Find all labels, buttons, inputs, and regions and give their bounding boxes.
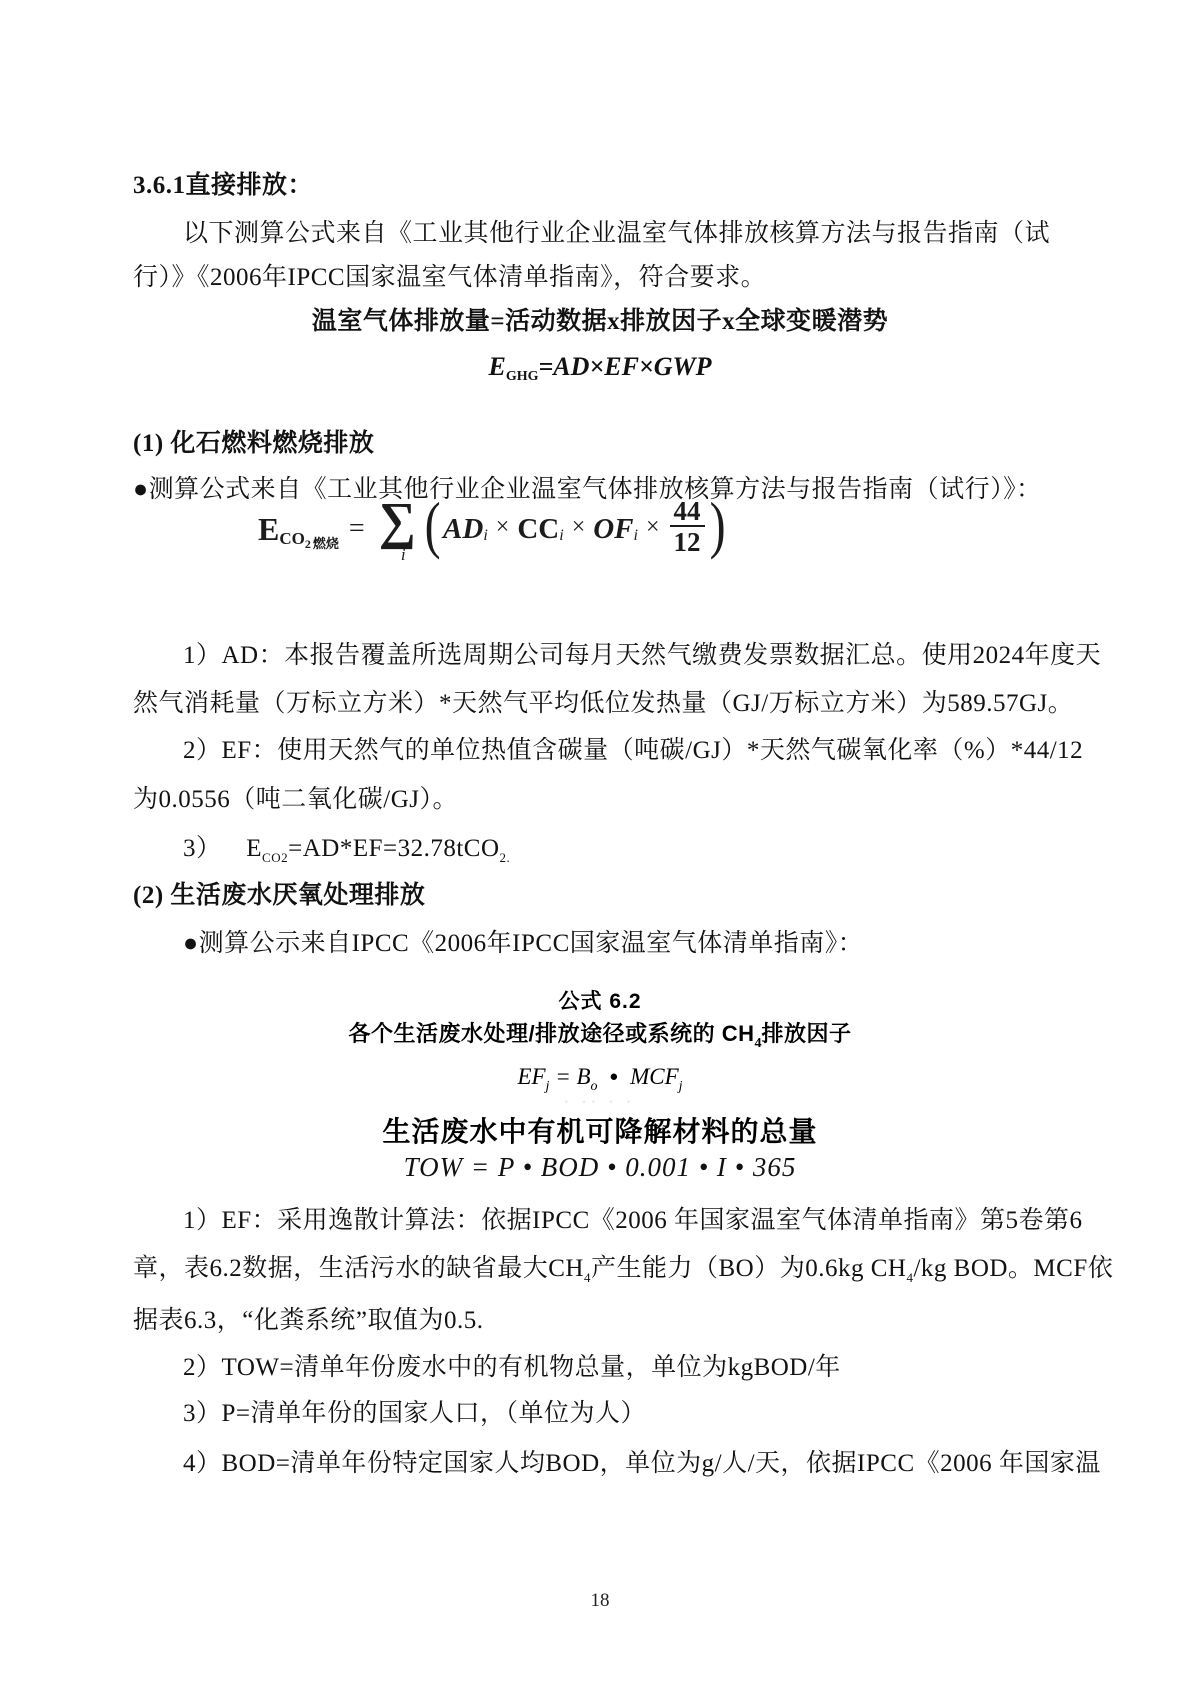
co2-formula-sub-co: CO xyxy=(279,529,305,548)
equation-6-2-box xyxy=(0,985,1200,1094)
co2-formula-lhs: E xyxy=(258,510,280,547)
ghg-formula-subscript: GHG xyxy=(505,369,539,384)
mcf-symbol: MCF xyxy=(630,1064,679,1089)
page-number: 18 xyxy=(590,1590,610,1611)
term-cc: CC xyxy=(517,512,560,545)
equation-6-2-label: 公式 6.2 xyxy=(558,990,642,1013)
ad-note-line-1: 1）AD：本报告覆盖所选周期公司每月天然气缴费发票数据汇总。使用2024年度天 xyxy=(183,642,1102,669)
section-heading: 3.6.1直接排放： xyxy=(133,172,314,199)
co2-result-line xyxy=(183,833,510,868)
times-2: × xyxy=(571,513,586,540)
intro-line-2: 行）》《2006年IPCC国家温室气体清单指南》，符合要求。 xyxy=(133,264,767,291)
fossil-heading: (1) 化石燃料燃烧排放 xyxy=(133,430,375,457)
bo-subscript: o xyxy=(590,1079,598,1094)
co2-formula-sub-combustion: 燃烧 xyxy=(312,536,339,551)
right-paren: ) xyxy=(709,489,726,560)
ww-ef-line2-a: 章，表6.2数据，生活污水的缺省最大CH xyxy=(133,1255,584,1282)
wastewater-heading: (2) 生活废水厌氧处理排放 xyxy=(133,882,426,909)
ghg-rule-statement: 温室气体排放量=活动数据x排放因子x全球变暖潜势 xyxy=(311,308,889,335)
mcf-subscript: j xyxy=(678,1079,683,1094)
result-e-subscript: CO2 xyxy=(262,850,289,865)
term-of-sub: i xyxy=(633,527,638,544)
ef-subscript: j xyxy=(545,1079,550,1094)
dot-operator: ● xyxy=(609,1069,619,1085)
ef-note-line-2: 为0.0556（吨二氧化碳/GJ）。 xyxy=(133,786,458,813)
ww-ef-note-line-3: 据表6.3，“化粪系统”取值为0.5. xyxy=(133,1307,484,1334)
result-final-subscript: 2. xyxy=(499,850,511,865)
p-definition: 3）P=清单年份的国家人口，（单位为人） xyxy=(183,1400,647,1427)
times-1: × xyxy=(495,513,510,540)
fraction-44-12 xyxy=(670,497,705,557)
ef-mcf-formula xyxy=(0,1064,1200,1094)
co2-formula-sub-2: 2 xyxy=(304,537,311,551)
co2-combustion-formula xyxy=(258,489,728,564)
term-of: OF xyxy=(593,512,634,545)
result-item-number: 3） xyxy=(183,835,222,862)
term-ad-sub: i xyxy=(483,527,488,544)
sigma-symbol xyxy=(378,493,416,564)
fraction-numerator: 44 xyxy=(670,497,705,527)
result-e-symbol: E xyxy=(246,835,263,862)
ch4-subscript: 4 xyxy=(754,1036,762,1051)
intro-line-1: 以下测算公式来自《工业其他行业企业温室气体排放核算方法与报告指南（试 xyxy=(183,220,1051,247)
ch4-sub-1: 4 xyxy=(583,1270,591,1285)
times-3: × xyxy=(645,513,660,540)
left-paren: ( xyxy=(424,489,441,560)
scan-artifact-marks: · ·· · · xyxy=(564,1094,636,1109)
ww-ef-line2-b: 产生能力（BO）为0.6kg CH xyxy=(590,1255,907,1282)
term-ad: AD xyxy=(443,512,484,545)
ef-note-line-1: 2）EF：使用天然气的单位热值含碳量（吨碳/GJ）*天然气碳氧化率（%）*44/12 xyxy=(183,737,1084,764)
equation-6-2-title-tail: 排放因子 xyxy=(761,1021,852,1046)
equation-6-2-title xyxy=(0,1017,1200,1051)
term-cc-sub: i xyxy=(559,527,564,544)
ghg-formula-rhs: =AD×EF×GWP xyxy=(538,352,712,381)
tow-box-title: 生活废水中有机可降解材料的总量 xyxy=(382,1116,818,1147)
ch4-sub-2: 4 xyxy=(906,1270,914,1285)
ww-ef-note-line-1: 1）EF：采用逸散计算法：依据IPCC《2006 年国家温室气体清单指南》第5卷第6 xyxy=(183,1207,1083,1234)
result-expression: =AD*EF=32.78tCO xyxy=(288,835,500,862)
ef-equals: = xyxy=(555,1064,571,1089)
ghg-formula xyxy=(0,352,1200,382)
ghg-formula-lhs: E xyxy=(488,352,506,381)
bo-symbol: B xyxy=(576,1064,591,1089)
bod-definition: 4）BOD=清单年份特定国家人均BOD，单位为g/人/天，依据IPCC《2006 年国家温 xyxy=(183,1450,1101,1477)
wastewater-source-note: ●测算公示来自IPCC《2006年IPCC国家温室气体清单指南》： xyxy=(183,930,864,957)
fraction-denominator: 12 xyxy=(673,527,701,557)
ad-note-line-2: 然气消耗量（万标立方米）*天然气平均低位发热量（GJ/万标立方米）为589.57GJ。 xyxy=(133,690,1074,717)
ww-ef-note-line-2 xyxy=(133,1253,1113,1288)
ww-ef-line2-c: /kg BOD。MCF依 xyxy=(913,1255,1114,1282)
equation-6-2-title-text: 各个生活废水处理/排放途径或系统的 CH xyxy=(348,1021,755,1046)
co2-formula-equals: = xyxy=(348,513,365,544)
sigma-index: i xyxy=(400,545,406,564)
ef-symbol: EF xyxy=(517,1064,546,1089)
sigma-glyph: ∑ xyxy=(378,493,416,550)
fossil-source-note: ●测算公式来自《工业其他行业企业温室气体排放核算方法与报告指南（试行）》： xyxy=(133,476,1042,503)
tow-definition: 2）TOW=清单年份废水中的有机物总量，单位为kgBOD/年 xyxy=(183,1354,841,1381)
tow-formula: TOW = P • BOD • 0.001 • I • 365 xyxy=(403,1152,797,1182)
